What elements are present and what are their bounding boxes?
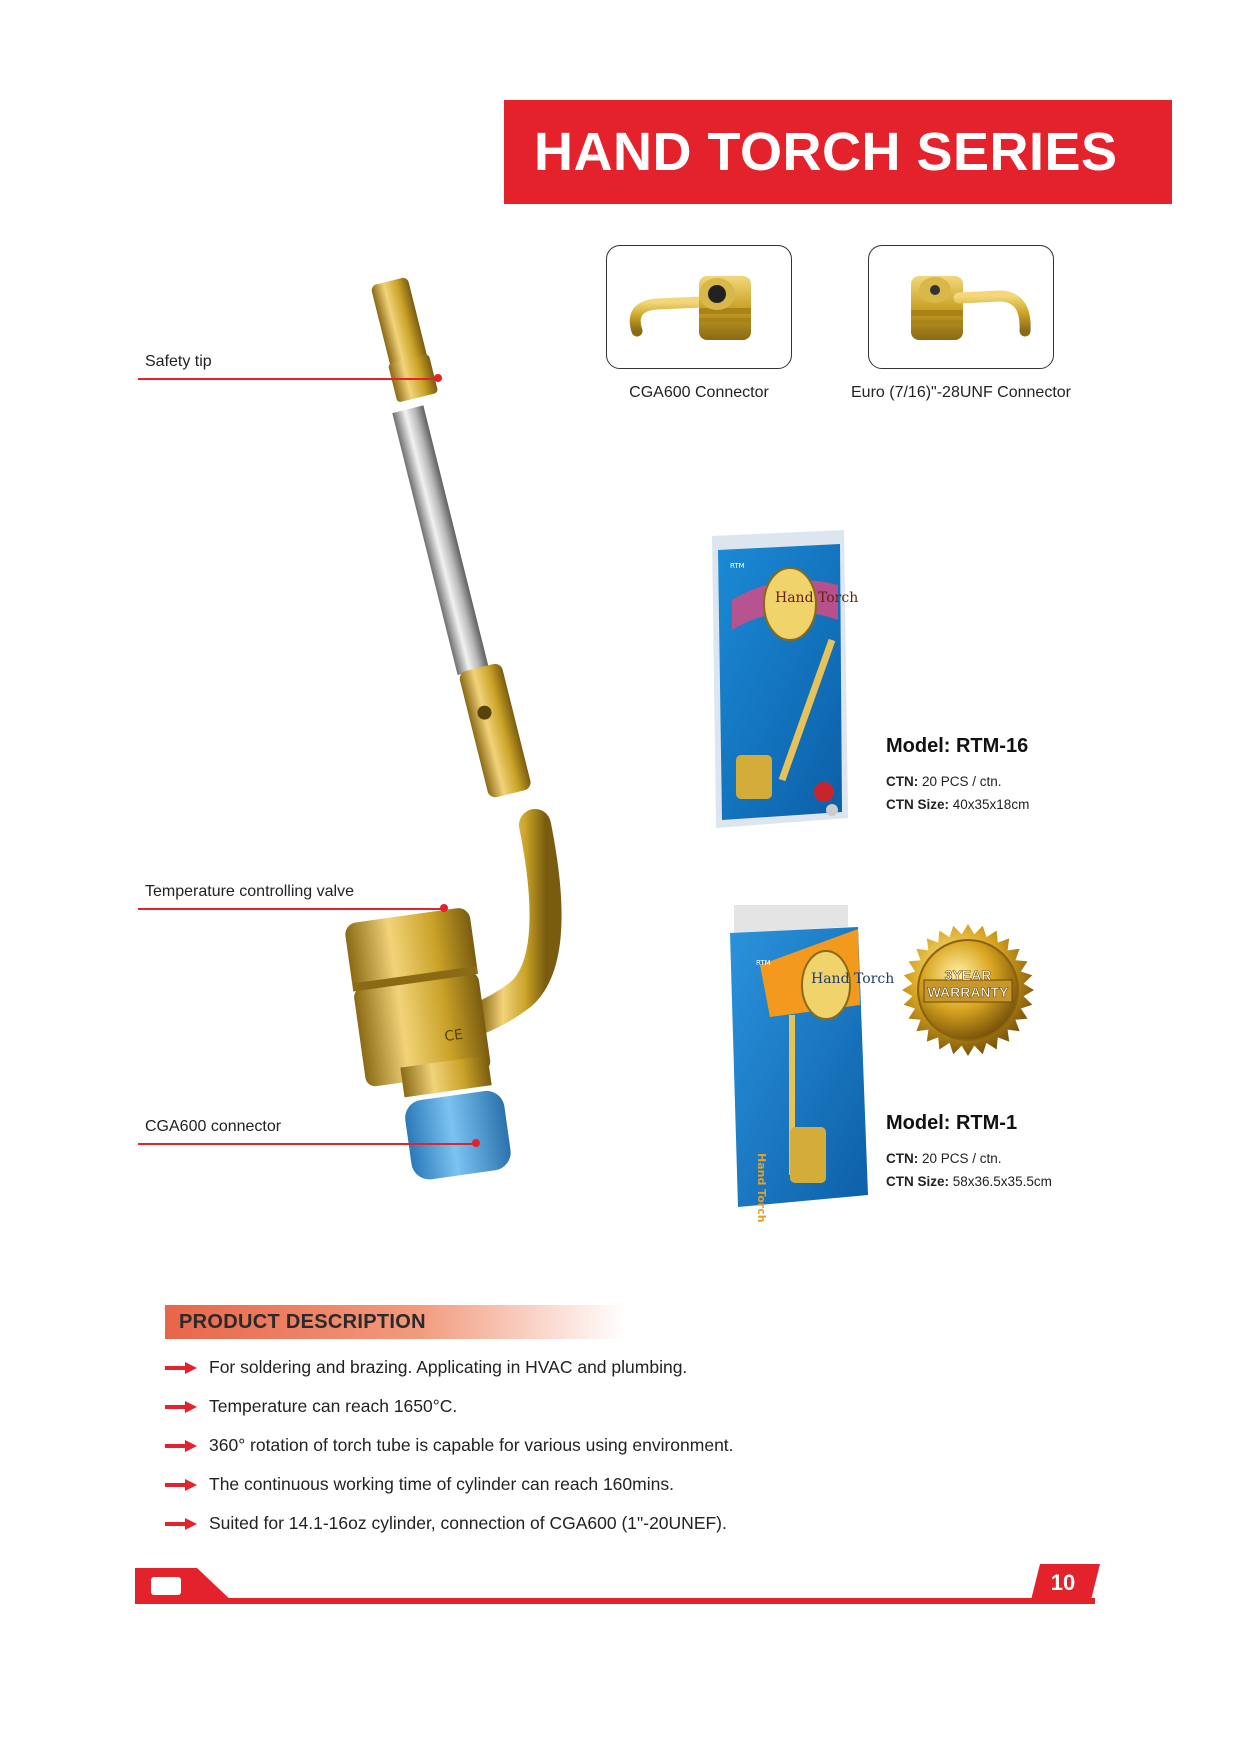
callout-safety-tip-line	[138, 378, 438, 380]
blister-package-image	[712, 530, 859, 828]
svg-text:CE: CE	[443, 1026, 465, 1046]
box-side-text: Hand Torch	[755, 1153, 768, 1223]
blister-brand-text: Hand Torch	[775, 590, 859, 606]
ctn-size-value: 40x35x18cm	[949, 797, 1030, 812]
footer-left-tab	[135, 1568, 235, 1604]
description-item-text: 360° rotation of torch tube is capable for various using environment.	[209, 1435, 734, 1455]
description-item	[165, 1396, 457, 1417]
product-description-heading-text: PRODUCT DESCRIPTION	[179, 1310, 426, 1333]
box-package-image	[730, 905, 895, 1223]
ctn-size-value: 58x36.5x35.5cm	[949, 1174, 1052, 1189]
callout-safety-tip-dot	[434, 374, 442, 382]
blister-logo-text: RTM	[730, 562, 745, 570]
description-item	[165, 1513, 727, 1534]
ctn-value: 20 PCS / ctn.	[918, 774, 1002, 789]
callout-safety-tip-label: Safety tip	[145, 353, 212, 370]
model-rtm1-ctn	[886, 1151, 1002, 1166]
description-item-text: Suited for 14.1-16oz cylinder, connection of CGA600 (1"-20UNEF).	[209, 1513, 727, 1533]
callout-cga-connector-label: CGA600 connector	[145, 1118, 282, 1135]
ctn-size-label: CTN Size:	[886, 797, 950, 812]
model-rtm1-size	[886, 1174, 1052, 1189]
product-description-heading	[165, 1305, 625, 1339]
cga600-connector-thumbnail	[606, 245, 792, 369]
cga600-connector-label: CGA600 Connector	[629, 384, 769, 401]
callout-temp-valve-dot	[440, 904, 448, 912]
euro-connector-label: Euro (7/16)"-28UNF Connector	[851, 384, 1071, 401]
page-title: HAND TORCH SERIES	[534, 122, 1118, 182]
warranty-seal-icon	[898, 920, 1038, 1060]
ctn-value: 20 PCS / ctn.	[918, 1151, 1002, 1166]
description-item	[165, 1474, 674, 1495]
callout-temp-valve-label: Temperature controlling valve	[145, 883, 354, 900]
ctn-label: CTN:	[886, 1151, 919, 1166]
description-item-text: For soldering and brazing. Applicating in HVAC and plumbing.	[209, 1357, 688, 1377]
description-item-text: Temperature can reach 1650°C.	[209, 1396, 458, 1416]
warranty-line2: WARRANTY	[927, 984, 1009, 1000]
ctn-label: CTN:	[886, 774, 919, 789]
box-logo-text: RTM	[756, 959, 771, 967]
title-banner	[504, 100, 1172, 204]
euro-unf-connector-image	[869, 246, 1055, 370]
box-brand-text: Hand Torch	[811, 971, 895, 987]
model-rtm16-ctn	[886, 774, 1002, 789]
red-arrow-icon	[165, 1518, 197, 1530]
red-arrow-icon	[165, 1440, 197, 1452]
euro-connector-thumbnail	[868, 245, 1054, 369]
ctn-size-label: CTN Size:	[886, 1174, 950, 1189]
footer-line	[135, 1598, 1095, 1604]
warranty-line1: 3YEAR	[944, 967, 992, 983]
description-item-text: The continuous working time of cylinder can reach 160mins.	[209, 1474, 674, 1494]
callout-temp-valve-line	[138, 908, 444, 910]
red-arrow-icon	[165, 1479, 197, 1491]
model-rtm16-size	[886, 797, 1029, 812]
callout-cga-connector-line	[138, 1143, 476, 1145]
red-arrow-icon	[165, 1401, 197, 1413]
hand-torch-image	[330, 270, 630, 1210]
page-number: 10	[1050, 1570, 1076, 1595]
description-item	[165, 1357, 687, 1378]
model-rtm1-title: Model: RTM-1	[886, 1112, 1018, 1134]
cga600-connector-image	[607, 246, 793, 370]
description-item	[165, 1435, 734, 1456]
callout-cga-connector-dot	[472, 1139, 480, 1147]
red-arrow-icon	[165, 1362, 197, 1374]
model-rtm16-title: Model: RTM-16	[886, 735, 1029, 757]
